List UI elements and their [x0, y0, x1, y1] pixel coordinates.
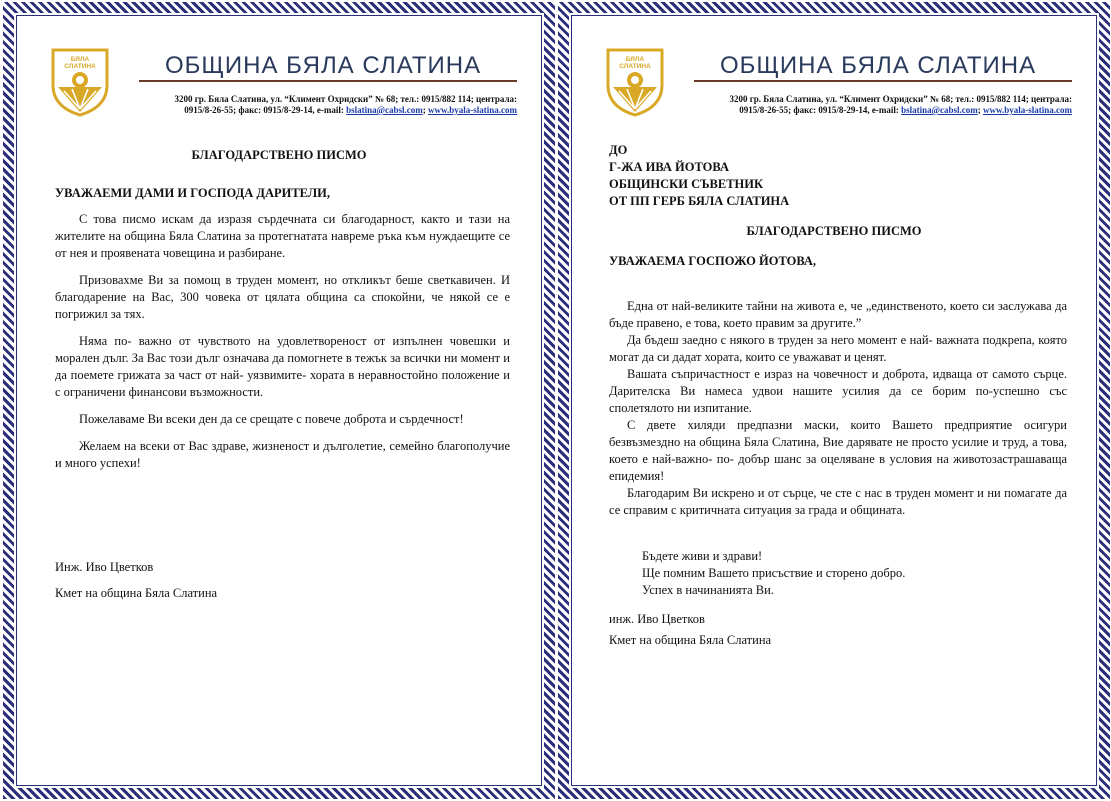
paragraph: Пожелаваме Ви всеки ден да се срещате с повече доброта и сърдечност! [79, 412, 464, 426]
letter-body [609, 298, 1067, 519]
addressee-block [609, 142, 789, 210]
addressee-line: ДО [609, 143, 628, 157]
separator: ; [977, 105, 983, 115]
municipality-title: ОБЩИНА БЯЛА СЛАТИНА [165, 52, 482, 79]
addressee-line: ОТ ПП ГЕРБ БЯЛА СЛАТИНА [609, 194, 790, 208]
svg-text:СЛАТИНА: СЛАТИНА [64, 63, 96, 70]
signature-title: Кмет на община Бяла Слатина [609, 633, 772, 647]
signature-title: Кмет на община Бяла Слатина [55, 586, 218, 600]
contact-line [690, 105, 1072, 116]
page-frame [16, 15, 542, 786]
signature-name: инж. Иво Цветков [609, 612, 705, 626]
municipality-coat-of-arms-icon [50, 47, 110, 117]
salutation: УВАЖАЕМА ГОСПОЖО ЙОТОВА, [609, 254, 817, 268]
letter-page-yotova [558, 2, 1110, 799]
header-rule [139, 80, 517, 82]
paragraph: Да бъдеш заедно с някого в труден за него момент е най- важната подкрепа, която могат да си дадат хората, които се уважават и ценят. [609, 333, 1067, 364]
signature-block [55, 556, 217, 604]
address-line: 3200 гр. Бяла Слатина, ул. “Климент Охридски” № 68; тел.: 0915/882 114; централа: [174, 94, 517, 104]
address-line: 3200 гр. Бяла Слатина, ул. “Климент Охридски” № 68; тел.: 0915/882 114; централа: [729, 94, 1072, 104]
paragraph: Призовахме Ви за помощ в труден момент, но откликът беше светкавичен. И благодарение на Вас, 300 човека от цялата община са спокойни, че някой се е погрижил за тях. [55, 273, 510, 321]
svg-text:СЛАТИНА: СЛАТИНА [619, 63, 651, 70]
paragraph: С това писмо искам да изразя сърдечната си благодарност, както и тази на жителите на община Бяла Слатина за протегнатата навреме ръка към нуждаещите се от нея и проявената човещина и разбиране. [55, 212, 510, 260]
page-frame [571, 15, 1097, 786]
closing-wishes [642, 548, 905, 599]
closing-line: Успех в начинанията Ви. [642, 583, 774, 597]
paragraph: С двете хиляди предпазни маски, които Вашето предприятие осигури безвъзмездно на община Бяла Слатина, Вие дарявате не просто усилие и труд, а това, което е най-важно- по- добър шанс за оцеляване в условия на животозастрашаваща епидемия! [609, 418, 1067, 483]
signature-block [609, 609, 771, 651]
paragraph: Няма по- важно от чувството на удовлетвореност от изпълнен човешки и морален дълг. За Вас този дълг означава да помогнете в тежък за всички ни момент и да поемете грижата за част от най- уязвимите- хората в неравностойно положение и с ограничени финансови възможности. [55, 334, 510, 399]
signature-name: Инж. Иво Цветков [55, 560, 154, 574]
addressee-line: ОБЩИНСКИ СЪВЕТНИК [609, 177, 764, 191]
paragraph: Желаем на всеки от Вас здраве, жизненост и дълголетие, семейно благополучие и много успехи! [55, 439, 510, 470]
header-rule [694, 80, 1072, 82]
website-link[interactable]: www.byala-slatina.com [427, 105, 517, 115]
website-link[interactable]: www.byala-slatina.com [982, 105, 1072, 115]
municipality-coat-of-arms-icon [605, 47, 665, 117]
contact-info [135, 94, 517, 116]
email-link[interactable]: bslatina@cabsl.com [346, 105, 423, 115]
letter-body [55, 211, 510, 482]
closing-line: Ще помним Вашето присъствие и сторено добро. [642, 566, 906, 580]
letter-title: БЛАГОДАРСТВЕНО ПИСМО [746, 224, 922, 238]
phone-fax: 0915/8-26-55; факс: 0915/8-29-14, e-mail: [184, 105, 347, 115]
closing-line: Бъдете живи и здрави! [642, 549, 763, 563]
contact-info [690, 94, 1072, 116]
separator: ; [422, 105, 428, 115]
phone-fax: 0915/8-26-55; факс: 0915/8-29-14, e-mail: [739, 105, 902, 115]
paragraph: Една от най-великите тайни на живота е, че „единственото, което си заслужава да бъде правено, е това, което правим за другите.” [609, 299, 1067, 330]
email-link[interactable]: bslatina@cabsl.com [901, 105, 978, 115]
salutation: УВАЖАЕМИ ДАМИ И ГОСПОДА ДАРИТЕЛИ, [55, 186, 331, 200]
svg-text:БЯЛА: БЯЛА [625, 56, 645, 63]
letter-page-donors [3, 2, 555, 799]
svg-text:БЯЛА: БЯЛА [70, 56, 90, 63]
addressee-line: Г-ЖА ИВА ЙОТОВА [609, 160, 729, 174]
paragraph: Вашата съпричастност е израз на човечност и доброта, идваща от самото сърце. Дарителска Ви намеса удвои нашите усилия да се борим по-успешно със сполетялото ни изпитание. [609, 367, 1067, 415]
contact-line [135, 105, 517, 116]
municipality-title: ОБЩИНА БЯЛА СЛАТИНА [720, 52, 1037, 79]
letter-title: БЛАГОДАРСТВЕНО ПИСМО [191, 148, 367, 162]
paragraph: Благодарим Ви искрено и от сърце, че сте с нас в труден момент и ни помагате да се справим с критичната ситуация за града и общината. [609, 486, 1067, 517]
